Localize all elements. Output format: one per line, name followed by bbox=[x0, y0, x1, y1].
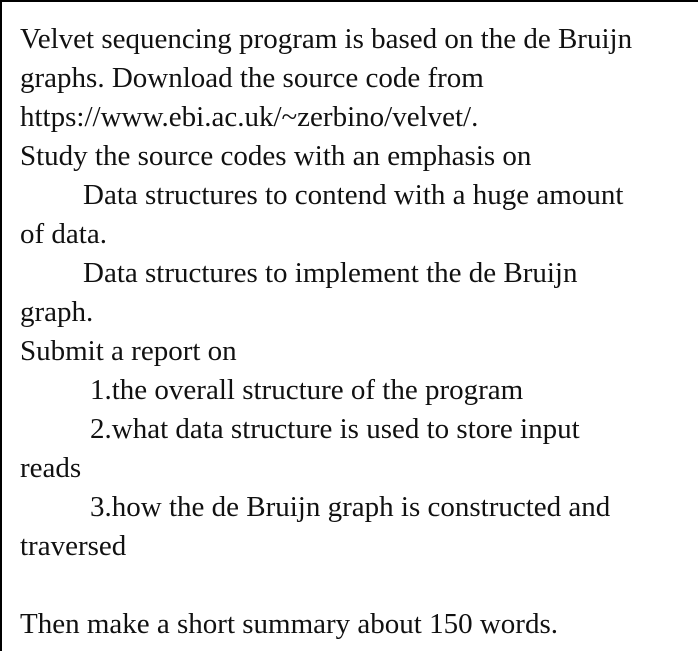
emphasis-item-2-line-1: Data structures to implement the de Bruijn bbox=[83, 257, 578, 289]
report-heading-line: Submit a report on bbox=[20, 335, 237, 367]
paragraph-line-2: graphs. Download the source code from bbox=[20, 62, 484, 94]
report-item-1: 1.the overall structure of the program bbox=[90, 374, 524, 406]
source-url-line: https://www.ebi.ac.uk/~zerbino/velvet/. bbox=[20, 101, 479, 133]
emphasis-item-2-line-2: graph. bbox=[20, 296, 94, 328]
report-item-2-line-1: 2.what data structure is used to store input bbox=[90, 413, 580, 445]
emphasis-item-1-line-2: of data. bbox=[20, 218, 107, 250]
summary-instruction-line: Then make a short summary about 150 words. bbox=[20, 608, 559, 640]
report-item-3-line-1: 3.how the de Bruijn graph is constructed and bbox=[90, 491, 611, 523]
emphasis-item-1-line-1: Data structures to contend with a huge amount bbox=[83, 179, 624, 211]
report-item-2-line-2: reads bbox=[20, 452, 82, 484]
study-instruction-line: Study the source codes with an emphasis on bbox=[20, 140, 532, 172]
paragraph-line-1: Velvet sequencing program is based on the de Bruijn bbox=[20, 23, 633, 55]
report-item-3-line-2: traversed bbox=[20, 530, 127, 562]
